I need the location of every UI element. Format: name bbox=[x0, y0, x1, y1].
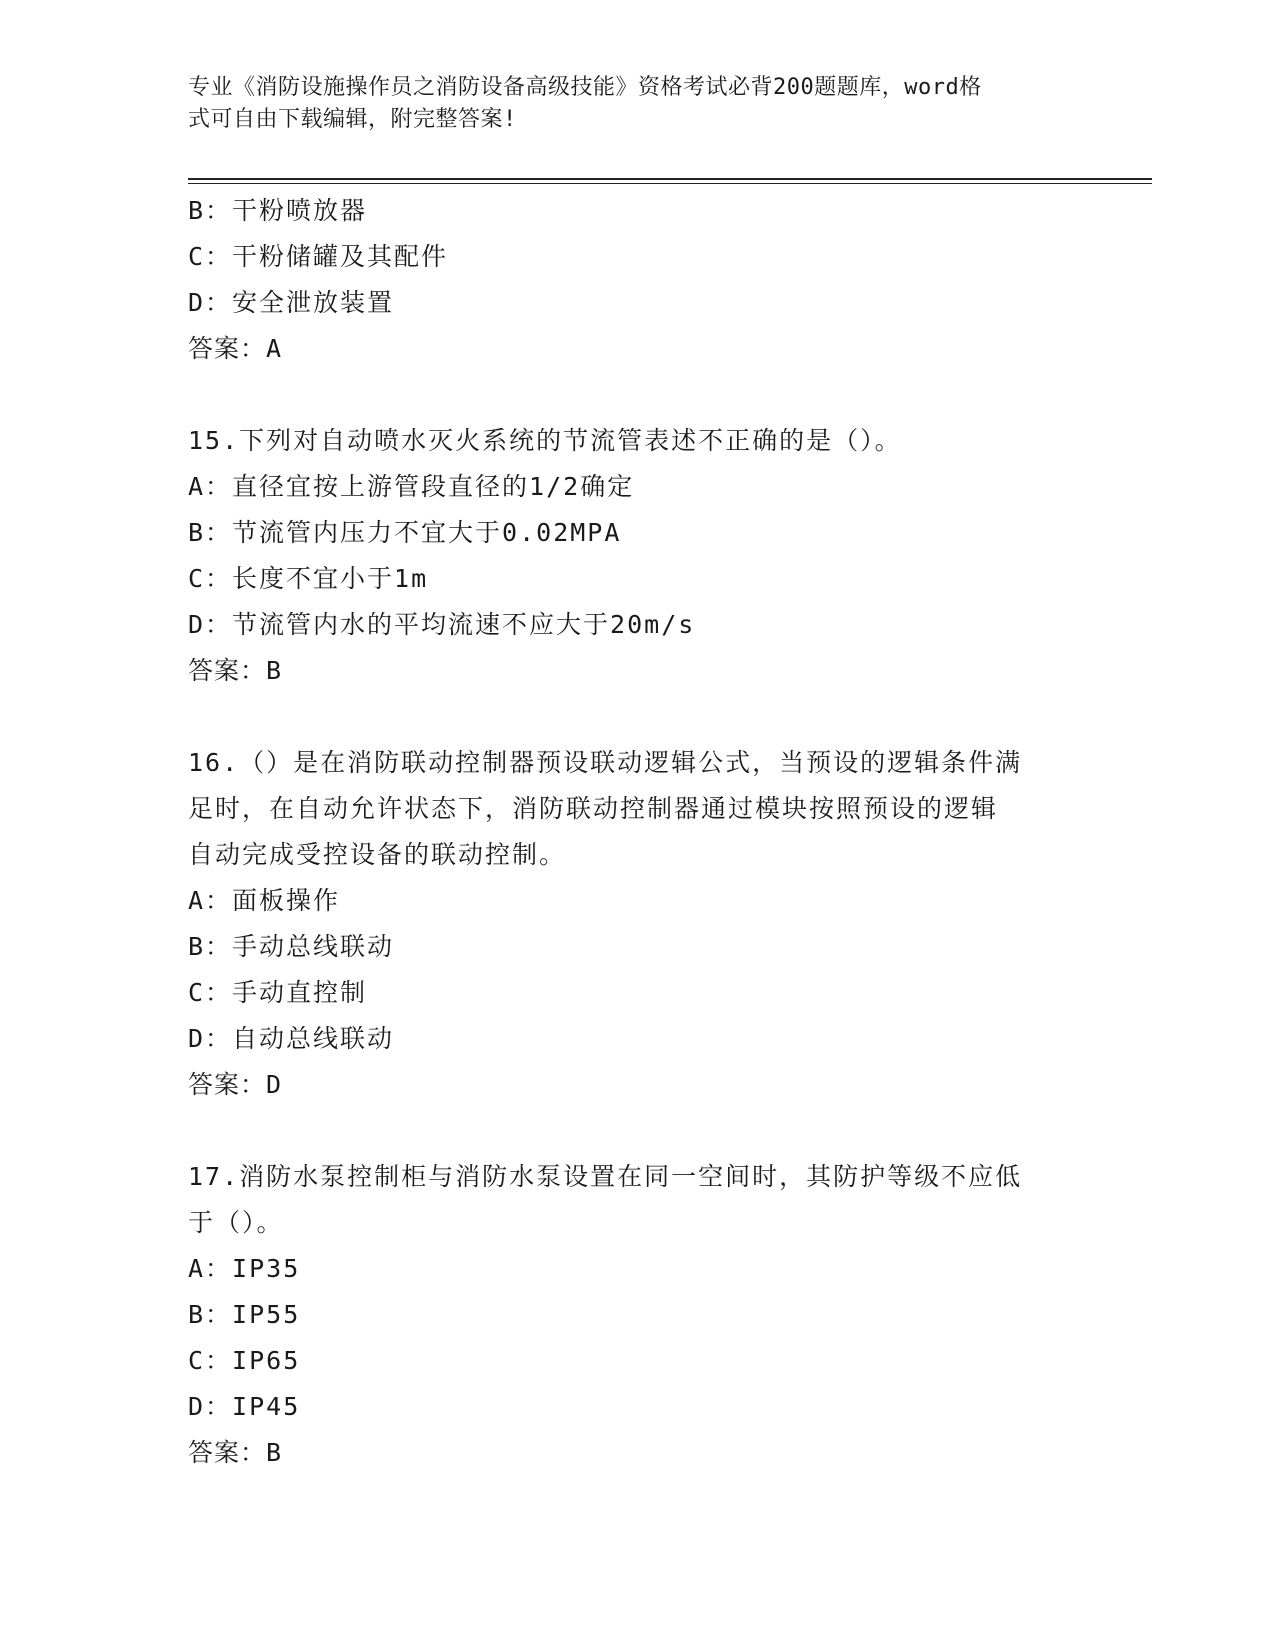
option-d: D：节流管内水的平均流速不应大于20m/s bbox=[188, 610, 696, 639]
option-d: D：安全泄放装置 bbox=[188, 288, 395, 317]
option-c: C：IP65 bbox=[188, 1346, 301, 1375]
option-c: C：干粉储罐及其配件 bbox=[188, 242, 449, 271]
question-17 bbox=[188, 1154, 1088, 1476]
option-a: A：面板操作 bbox=[188, 886, 341, 915]
question-text-line-1: 17.消防水泵控制柜与消防水泵设置在同一空间时，其防护等级不应低 bbox=[188, 1162, 1023, 1191]
question-text-line-3: 自动完成受控设备的联动控制。 bbox=[188, 840, 567, 869]
question-text-line-2: 于（）。 bbox=[188, 1208, 284, 1237]
option-c: C：长度不宜小于1m bbox=[188, 564, 429, 593]
option-a: A：IP35 bbox=[188, 1254, 301, 1283]
question-text-line-2: 足时，在自动允许状态下，消防联动控制器通过模块按照预设的逻辑 bbox=[188, 794, 999, 823]
option-c: C：手动直控制 bbox=[188, 978, 368, 1007]
question-text: 15.下列对自动喷水灭火系统的节流管表述不正确的是（）。 bbox=[188, 426, 902, 455]
question-14-tail bbox=[188, 188, 1088, 372]
header-line-2: 式可自由下载编辑，附完整答案! bbox=[188, 107, 517, 132]
header-line-1: 专业《消防设施操作员之消防设备高级技能》资格考试必背200题题库，word格 bbox=[188, 75, 982, 100]
document-header bbox=[188, 72, 1068, 136]
question-text-line-1: 16.（）是在消防联动控制器预设联动逻辑公式，当预设的逻辑条件满 bbox=[188, 748, 1023, 777]
option-b: B：手动总线联动 bbox=[188, 932, 395, 961]
header-divider-thin bbox=[188, 183, 1152, 184]
option-b: B：干粉喷放器 bbox=[188, 196, 368, 225]
question-15 bbox=[188, 418, 1088, 694]
question-16 bbox=[188, 740, 1088, 1108]
option-a: A：直径宜按上游管段直径的1/2确定 bbox=[188, 472, 635, 501]
question-list bbox=[188, 188, 1088, 1476]
answer: 答案：B bbox=[188, 656, 283, 685]
header-divider-thick bbox=[188, 178, 1152, 180]
answer: 答案：A bbox=[188, 334, 283, 363]
answer: 答案：B bbox=[188, 1438, 283, 1467]
option-d: D：IP45 bbox=[188, 1392, 301, 1421]
answer: 答案：D bbox=[188, 1070, 283, 1099]
option-d: D：自动总线联动 bbox=[188, 1024, 395, 1053]
option-b: B：IP55 bbox=[188, 1300, 301, 1329]
option-b: B：节流管内压力不宜大于0.02MPA bbox=[188, 518, 622, 547]
